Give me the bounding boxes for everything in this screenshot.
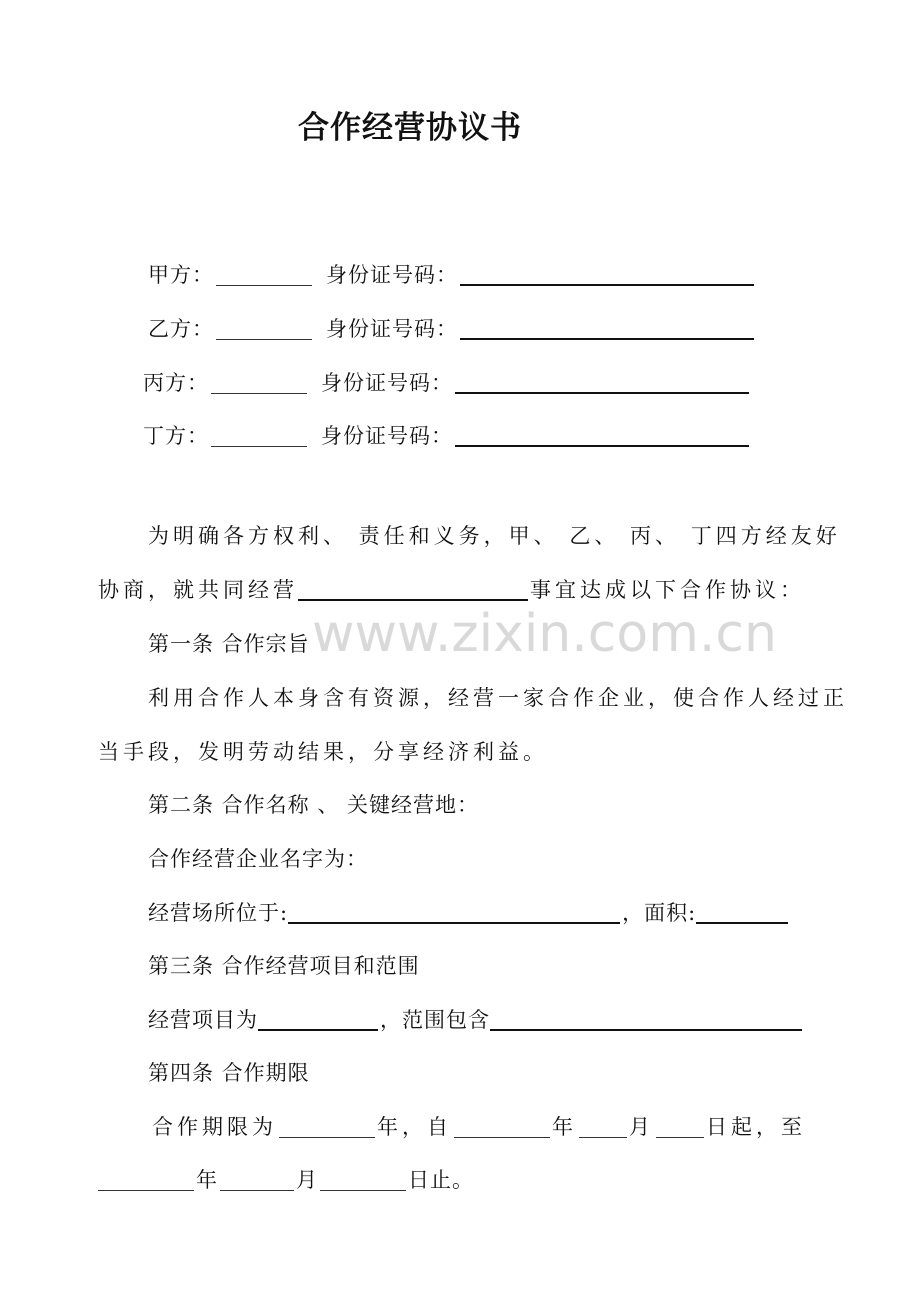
end-year-blank[interactable]: [98, 1170, 194, 1191]
article-3-items: [148, 1005, 804, 1035]
article-1-line-1: 利用合作人本身含有资源，经营一家合作企业，使合作人经过正: [148, 686, 848, 710]
business-blank[interactable]: [298, 579, 528, 601]
party-name-blank[interactable]: [216, 319, 312, 340]
party-name-blank[interactable]: [211, 426, 307, 447]
year-label: 年: [552, 1115, 577, 1139]
party-label: 丁方：: [143, 424, 209, 448]
party-label: 丙方：: [143, 371, 209, 395]
id-label: 身份证号码：: [321, 371, 453, 395]
start-day-blank[interactable]: [656, 1117, 704, 1138]
place-blank[interactable]: [288, 902, 620, 924]
id-label: 身份证号码：: [326, 263, 458, 287]
party-name-blank[interactable]: [211, 373, 307, 394]
party-label: 甲方：: [148, 263, 214, 287]
start-month-blank[interactable]: [579, 1117, 627, 1138]
intro-line-1: 为明确各方权利、 责任和义务，甲、 乙、 丙、 丁四方经友好: [148, 524, 841, 548]
article-4-line-1: [152, 1112, 806, 1142]
end-day-blank[interactable]: [320, 1170, 406, 1191]
id-number-blank[interactable]: [455, 425, 749, 447]
end-month-blank[interactable]: [220, 1170, 294, 1191]
party-row-bing: [143, 368, 751, 398]
term-years-blank[interactable]: [279, 1117, 375, 1138]
id-number-blank[interactable]: [455, 372, 749, 394]
scope-blank[interactable]: [490, 1009, 802, 1031]
scope-label: ，范围包含: [380, 1008, 490, 1032]
id-number-blank[interactable]: [460, 264, 754, 286]
place-label: 经营场所位于:: [148, 901, 289, 925]
document-title: 合作经营协议书: [298, 110, 522, 146]
year-label: 年: [196, 1168, 218, 1192]
party-name-blank[interactable]: [216, 265, 312, 286]
items-blank[interactable]: [258, 1009, 378, 1031]
day-label: 日起，至: [706, 1115, 806, 1139]
article-1-heading: 第一条 合作宗旨: [148, 632, 310, 656]
id-label: 身份证号码：: [321, 424, 453, 448]
intro-line-2: [98, 575, 805, 605]
article-2-place: [148, 898, 790, 928]
start-year-blank[interactable]: [454, 1117, 550, 1138]
id-label: 身份证号码：: [326, 317, 458, 341]
day-label: 日止。: [408, 1168, 474, 1192]
intro-text: 协商，就共同经营: [98, 578, 298, 602]
article-3-heading: 第三条 合作经营项目和范围: [148, 954, 420, 978]
watermark: www.zixin.com.cn: [312, 604, 777, 664]
party-row-jia: [148, 260, 756, 290]
party-row-ding: [143, 421, 751, 451]
area-label: ，面积:: [622, 901, 697, 925]
article-4-heading: 第四条 合作期限: [148, 1061, 310, 1085]
month-label: 月: [296, 1168, 318, 1192]
party-row-yi: [148, 314, 756, 344]
month-label: 月: [629, 1115, 654, 1139]
article-2-heading: 第二条 合作名称 、 关键经营地：: [148, 793, 480, 817]
article-1-line-2: 当手段，发明劳动结果，分享经济利益。: [98, 740, 548, 764]
area-blank[interactable]: [696, 902, 788, 924]
id-number-blank[interactable]: [460, 318, 754, 340]
intro-text: 事宜达成以下合作协议：: [530, 578, 805, 602]
items-label: 经营项目为: [148, 1008, 258, 1032]
year-label: 年，自: [377, 1115, 452, 1139]
party-label: 乙方：: [148, 317, 214, 341]
article-2-name: 合作经营企业名字为：: [148, 847, 368, 871]
term-label: 合作期限为: [152, 1115, 277, 1139]
article-4-line-2: [98, 1165, 474, 1195]
